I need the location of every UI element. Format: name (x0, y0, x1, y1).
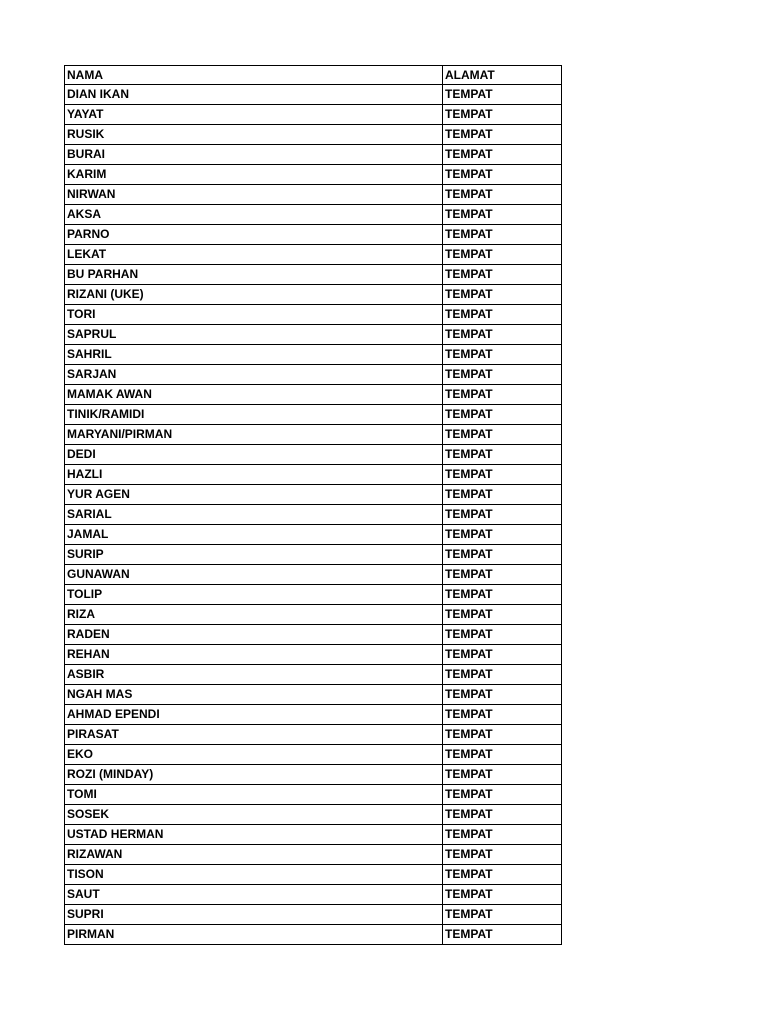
cell-alamat[interactable]: TEMPAT (443, 225, 562, 245)
cell-alamat[interactable]: TEMPAT (443, 705, 562, 725)
table-row (65, 485, 562, 505)
cell-alamat[interactable]: TEMPAT (443, 105, 562, 125)
cell-alamat[interactable]: TEMPAT (443, 85, 562, 105)
table-row (65, 85, 562, 105)
cell-alamat[interactable]: TEMPAT (443, 205, 562, 225)
cell-nama[interactable]: PIRASAT (65, 725, 443, 745)
cell-alamat[interactable]: TEMPAT (443, 465, 562, 485)
table-row (65, 225, 562, 245)
cell-nama[interactable]: TINIK/RAMIDI (65, 405, 443, 425)
cell-nama[interactable]: SOSEK (65, 805, 443, 825)
table-row (65, 905, 562, 925)
table-row (65, 845, 562, 865)
cell-alamat[interactable]: TEMPAT (443, 925, 562, 945)
cell-alamat[interactable]: TEMPAT (443, 865, 562, 885)
cell-alamat[interactable]: TEMPAT (443, 745, 562, 765)
table-row (65, 185, 562, 205)
cell-alamat[interactable]: TEMPAT (443, 785, 562, 805)
table-row (65, 425, 562, 445)
cell-nama[interactable]: USTAD HERMAN (65, 825, 443, 845)
cell-alamat[interactable]: TEMPAT (443, 805, 562, 825)
table-row (65, 545, 562, 565)
cell-alamat[interactable]: TEMPAT (443, 885, 562, 905)
table-row (65, 265, 562, 285)
cell-alamat[interactable]: TEMPAT (443, 285, 562, 305)
cell-nama[interactable]: HAZLI (65, 465, 443, 485)
table-row (65, 645, 562, 665)
table-row (65, 765, 562, 785)
cell-alamat[interactable]: TEMPAT (443, 165, 562, 185)
cell-alamat[interactable]: TEMPAT (443, 565, 562, 585)
table-row (65, 625, 562, 645)
table-row (65, 285, 562, 305)
table-row (65, 465, 562, 485)
table-body (65, 66, 562, 945)
cell-nama[interactable]: SUPRI (65, 905, 443, 925)
cell-alamat[interactable]: TEMPAT (443, 405, 562, 425)
header-alamat[interactable]: ALAMAT (443, 66, 562, 85)
table-row (65, 925, 562, 945)
table-row (65, 585, 562, 605)
table-row (65, 685, 562, 705)
cell-nama[interactable]: BU PARHAN (65, 265, 443, 285)
cell-nama[interactable]: AHMAD EPENDI (65, 705, 443, 725)
table-row (65, 125, 562, 145)
cell-nama[interactable]: RUSIK (65, 125, 443, 145)
cell-alamat[interactable]: TEMPAT (443, 605, 562, 625)
table-row (65, 725, 562, 745)
cell-nama[interactable]: AKSA (65, 205, 443, 225)
table-row (65, 885, 562, 905)
cell-nama[interactable]: SAHRIL (65, 345, 443, 365)
cell-nama[interactable]: DIAN IKAN (65, 85, 443, 105)
cell-alamat[interactable]: TEMPAT (443, 825, 562, 845)
cell-alamat[interactable]: TEMPAT (443, 645, 562, 665)
cell-nama[interactable]: NGAH MAS (65, 685, 443, 705)
cell-alamat[interactable]: TEMPAT (443, 905, 562, 925)
cell-alamat[interactable]: TEMPAT (443, 725, 562, 745)
cell-alamat[interactable]: TEMPAT (443, 625, 562, 645)
cell-nama[interactable]: TOMI (65, 785, 443, 805)
cell-alamat[interactable]: TEMPAT (443, 525, 562, 545)
table-row (65, 605, 562, 625)
cell-nama[interactable]: SARIAL (65, 505, 443, 525)
cell-alamat[interactable]: TEMPAT (443, 185, 562, 205)
cell-nama[interactable]: TISON (65, 865, 443, 885)
cell-nama[interactable]: YAYAT (65, 105, 443, 125)
cell-alamat[interactable]: TEMPAT (443, 245, 562, 265)
cell-alamat[interactable]: TEMPAT (443, 305, 562, 325)
cell-nama[interactable]: ROZI (MINDAY) (65, 765, 443, 785)
cell-alamat[interactable]: TEMPAT (443, 685, 562, 705)
table-row (65, 665, 562, 685)
cell-alamat[interactable]: TEMPAT (443, 485, 562, 505)
cell-alamat[interactable]: TEMPAT (443, 345, 562, 365)
cell-alamat[interactable]: TEMPAT (443, 585, 562, 605)
cell-nama[interactable]: ASBIR (65, 665, 443, 685)
cell-nama[interactable]: TORI (65, 305, 443, 325)
cell-nama[interactable]: LEKAT (65, 245, 443, 265)
cell-nama[interactable]: SAUT (65, 885, 443, 905)
table-row (65, 745, 562, 765)
table-row (65, 565, 562, 585)
header-row (65, 66, 562, 85)
cell-nama[interactable]: RIZAWAN (65, 845, 443, 865)
header-nama[interactable]: NAMA (65, 66, 443, 85)
table-row (65, 145, 562, 165)
cell-nama[interactable]: RADEN (65, 625, 443, 645)
table-row (65, 805, 562, 825)
table-row (65, 865, 562, 885)
table-row (65, 325, 562, 345)
cell-alamat[interactable]: TEMPAT (443, 145, 562, 165)
table-row (65, 445, 562, 465)
table-row (65, 365, 562, 385)
cell-alamat[interactable]: TEMPAT (443, 125, 562, 145)
cell-nama[interactable]: TOLIP (65, 585, 443, 605)
cell-nama[interactable]: RIZA (65, 605, 443, 625)
cell-nama[interactable]: SAPRUL (65, 325, 443, 345)
cell-nama[interactable]: MAMAK AWAN (65, 385, 443, 405)
cell-nama[interactable]: REHAN (65, 645, 443, 665)
cell-nama[interactable]: GUNAWAN (65, 565, 443, 585)
table-row (65, 705, 562, 725)
cell-alamat[interactable]: TEMPAT (443, 425, 562, 445)
cell-alamat[interactable]: TEMPAT (443, 665, 562, 685)
data-table (64, 65, 562, 945)
cell-nama[interactable]: RIZANI (UKE) (65, 285, 443, 305)
cell-nama[interactable]: BURAI (65, 145, 443, 165)
table-row (65, 405, 562, 425)
table-row (65, 825, 562, 845)
table-row (65, 505, 562, 525)
cell-alamat[interactable]: TEMPAT (443, 765, 562, 785)
spreadsheet-page (64, 65, 561, 945)
cell-nama[interactable]: NIRWAN (65, 185, 443, 205)
cell-nama[interactable]: PARNO (65, 225, 443, 245)
cell-nama[interactable]: JAMAL (65, 525, 443, 545)
cell-alamat[interactable]: TEMPAT (443, 265, 562, 285)
table-row (65, 305, 562, 325)
cell-alamat[interactable]: TEMPAT (443, 365, 562, 385)
cell-nama[interactable]: YUR AGEN (65, 485, 443, 505)
table-row (65, 345, 562, 365)
cell-alamat[interactable]: TEMPAT (443, 545, 562, 565)
cell-alamat[interactable]: TEMPAT (443, 445, 562, 465)
cell-nama[interactable]: DEDI (65, 445, 443, 465)
cell-nama[interactable]: PIRMAN (65, 925, 443, 945)
cell-nama[interactable]: SURIP (65, 545, 443, 565)
table-row (65, 105, 562, 125)
cell-alamat[interactable]: TEMPAT (443, 505, 562, 525)
cell-alamat[interactable]: TEMPAT (443, 845, 562, 865)
table-row (65, 525, 562, 545)
cell-nama[interactable]: KARIM (65, 165, 443, 185)
table-row (65, 245, 562, 265)
cell-nama[interactable]: SARJAN (65, 365, 443, 385)
table-row (65, 785, 562, 805)
cell-nama[interactable]: EKO (65, 745, 443, 765)
cell-nama[interactable]: MARYANI/PIRMAN (65, 425, 443, 445)
table-row (65, 205, 562, 225)
table-row (65, 385, 562, 405)
cell-alamat[interactable]: TEMPAT (443, 325, 562, 345)
table-row (65, 165, 562, 185)
cell-alamat[interactable]: TEMPAT (443, 385, 562, 405)
